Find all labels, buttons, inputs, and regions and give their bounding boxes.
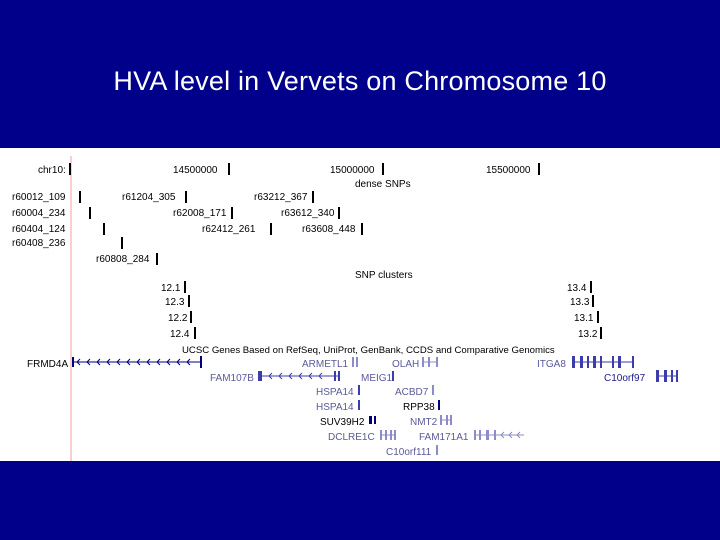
gene-model-suv39h2[interactable] — [369, 416, 376, 424]
gene-label[interactable]: FAM107B — [210, 373, 254, 384]
gene-model-fam171a1[interactable] — [474, 430, 524, 440]
gene-model-nmt2[interactable] — [440, 415, 452, 425]
gene-label[interactable]: HSPA14 — [316, 402, 354, 413]
gene-model-acbd7[interactable] — [432, 385, 434, 395]
gene-model-frmd4a[interactable] — [72, 356, 202, 368]
snp-mark[interactable] — [231, 207, 233, 219]
gene-model-hspa14[interactable] — [358, 400, 360, 410]
cluster-label[interactable]: 13.2 — [578, 329, 598, 340]
gene-model-c10orf111[interactable] — [436, 445, 438, 455]
snp-mark[interactable] — [338, 207, 340, 219]
gene-label[interactable]: RPP38 — [403, 402, 435, 413]
snp-mark[interactable] — [156, 253, 158, 265]
snp-mark[interactable] — [270, 223, 272, 235]
gene-label[interactable]: C10orf97 — [604, 373, 646, 384]
snp-mark[interactable] — [185, 191, 187, 203]
dense-snps-track[interactable] — [12, 179, 411, 265]
snp-label[interactable]: r63612_340 — [281, 208, 335, 219]
cluster-label[interactable]: 12.2 — [168, 313, 188, 324]
cluster-mark[interactable] — [600, 327, 602, 339]
gene-label[interactable]: FAM171A1 — [419, 432, 469, 443]
gene-model-c10orf97[interactable] — [656, 370, 678, 382]
snp-mark[interactable] — [103, 223, 105, 235]
snp-label[interactable]: r62008_171 — [173, 208, 227, 219]
genome-browser-panel — [0, 148, 720, 461]
cluster-mark[interactable] — [592, 295, 594, 307]
cluster-mark[interactable] — [590, 281, 592, 293]
gene-model-hspa14[interactable] — [358, 385, 360, 395]
cluster-label[interactable]: 12.1 — [161, 283, 181, 294]
track-title: SNP clusters — [355, 270, 413, 281]
snp-label[interactable]: r60408_236 — [12, 238, 66, 249]
ruler-tick — [538, 163, 540, 175]
cluster-mark[interactable] — [184, 281, 186, 293]
snp-mark[interactable] — [79, 191, 81, 203]
gene-label[interactable]: FRMD4A — [27, 359, 69, 370]
cluster-mark[interactable] — [188, 295, 190, 307]
genome-browser-canvas — [0, 148, 720, 461]
ruler-position-label: 14500000 — [173, 165, 218, 176]
gene-model-armetl1[interactable] — [352, 357, 358, 367]
cluster-mark[interactable] — [597, 311, 599, 323]
gene-label[interactable]: ACBD7 — [395, 387, 429, 398]
snp-mark[interactable] — [312, 191, 314, 203]
track-title: UCSC Genes Based on RefSeq, UniProt, GenBank, CCDS and Comparative Genomics — [182, 345, 555, 356]
ucsc-genes-track[interactable] — [27, 345, 678, 458]
cluster-label[interactable]: 13.1 — [574, 313, 594, 324]
ruler-tick — [69, 163, 71, 175]
slide-title: HVA level in Vervets on Chromosome 10 — [113, 66, 607, 96]
gene-label[interactable]: HSPA14 — [316, 387, 354, 398]
gene-label[interactable]: NMT2 — [410, 417, 438, 428]
snp-label[interactable]: r60004_234 — [12, 208, 66, 219]
gene-label[interactable]: ITGA8 — [537, 359, 566, 370]
gene-model-itga8[interactable] — [572, 356, 634, 368]
snp-mark[interactable] — [361, 223, 363, 235]
track-title: dense SNPs — [355, 179, 411, 190]
ruler-tick — [228, 163, 230, 175]
cluster-label[interactable]: 13.3 — [570, 297, 590, 308]
gene-label[interactable]: MEIG1 — [361, 373, 393, 384]
cluster-mark[interactable] — [190, 311, 192, 323]
gene-label[interactable]: C10orf111 — [386, 447, 432, 458]
ruler-position-label: 15500000 — [486, 165, 531, 176]
gene-model-olah[interactable] — [422, 357, 438, 367]
snp-mark[interactable] — [89, 207, 91, 219]
snp-label[interactable]: r63608_448 — [302, 224, 356, 235]
gene-model-dclre1c[interactable] — [380, 430, 396, 440]
gene-label[interactable]: DCLRE1C — [328, 432, 375, 443]
snp-label[interactable]: r62412_261 — [202, 224, 256, 235]
cluster-label[interactable]: 12.4 — [170, 329, 190, 340]
ruler-tick — [382, 163, 384, 175]
chrom-label: chr10: — [38, 165, 66, 176]
cluster-label[interactable]: 13.4 — [567, 283, 587, 294]
gene-model-rpp38[interactable] — [438, 400, 440, 410]
gene-label[interactable]: SUV39H2 — [320, 417, 365, 428]
gene-model-fam107b[interactable] — [258, 371, 340, 381]
snp-label[interactable]: r63212_367 — [254, 192, 308, 203]
gene-label[interactable]: OLAH — [392, 359, 420, 370]
gene-label[interactable]: ARMETL1 — [302, 359, 349, 370]
snp-label[interactable]: r60404_124 — [12, 224, 66, 235]
snp-mark[interactable] — [121, 237, 123, 249]
snp-clusters-track[interactable] — [161, 270, 602, 340]
snp-label[interactable]: r60012_109 — [12, 192, 66, 203]
ruler-track — [38, 163, 540, 176]
cluster-mark[interactable] — [194, 327, 196, 339]
cluster-label[interactable]: 12.3 — [165, 297, 185, 308]
ruler-position-label: 15000000 — [330, 165, 375, 176]
gene-model-meig1[interactable] — [392, 371, 394, 381]
snp-label[interactable]: r61204_305 — [122, 192, 176, 203]
snp-label[interactable]: r60808_284 — [96, 254, 150, 265]
